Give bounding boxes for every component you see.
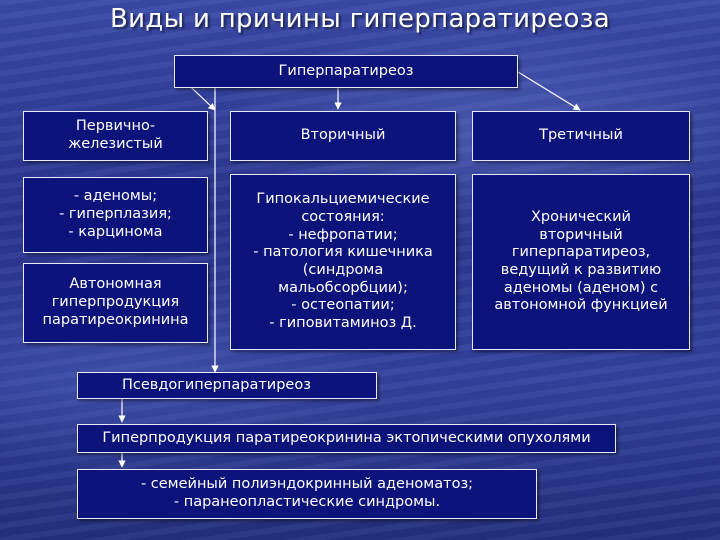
secondary-causes-box: Гипокальциемические состояния: - нефропатии; - патология кишечника (синдрома мальобсорбции); - остеопатии; - гиповитаминоз Д. [230,174,456,350]
tertiary-header-box: Третичный [472,111,690,161]
root-box: Гиперпаратиреоз [174,55,518,88]
secondary-header-box: Вторичный [230,111,456,161]
pseudo-header-box: Псевдогиперпаратиреоз [77,372,377,399]
tertiary-causes-box: Хронический вторичный гиперпаратиреоз, ведущий к развитию аденомы (аденом) с автономной функцией [472,174,690,350]
pseudo-cause-box: Гиперпродукция паратиреокринина эктопическими опухолями [77,424,616,453]
pseudo-details-box: - семейный полиэндокринный аденоматоз; - паранеопластические синдромы. [77,469,537,519]
primary-note-box: Автономная гиперпродукция паратиреокринина [23,263,208,343]
page-title: Виды и причины гиперпаратиреоза [109,4,611,34]
primary-causes-box: - аденомы; - гиперплазия; - карцинома [23,177,208,253]
primary-header-box: Первично- железистый [23,111,208,161]
connector-root-tertiary [518,72,580,110]
